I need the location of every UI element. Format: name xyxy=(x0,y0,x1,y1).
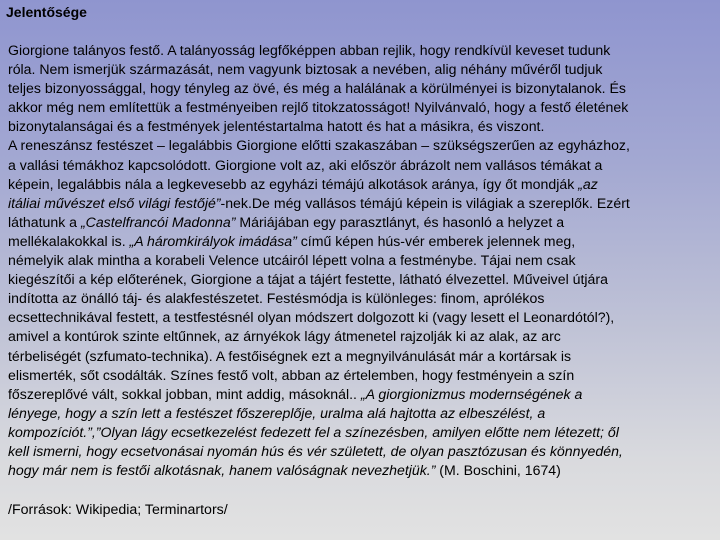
text-segment: akkor még nem említettük a festményeiben rejlő titokzatosságot! Nyilvánvaló, hogy a festő életének xyxy=(8,100,629,117)
quote-segment: lényege, hogy a szín lett a festészet főszereplője, uralma alá hajtotta az elbeszélést, a xyxy=(8,405,546,422)
text-segment: amivel a kontúrok szinte eltűnnek, az árnyékok lágy átmenetel rajzolják ki az alak, az arc xyxy=(8,329,561,346)
text-line xyxy=(8,195,712,214)
page-title: Jelentősége xyxy=(6,4,87,20)
text-line xyxy=(8,214,712,233)
text-line xyxy=(8,328,712,347)
quote-segment: „Castelfrancói Madonna” xyxy=(80,214,236,231)
text-segment: elismerték, sőt csodálták. Színes festő volt, abban az értelemben, hogy festményein a szín xyxy=(8,367,575,384)
text-segment: című képen hús-vér emberek jelennek meg, xyxy=(296,233,576,250)
text-line xyxy=(8,233,712,252)
quote-segment: kompozíciót.”,”Olyan lágy ecsetkezelést fedezett fel a színezésben, amilyen előtte nem létezett; ől xyxy=(8,424,619,441)
text-segment: teljes bizonyossággal, hogy tényleg az övé, és még a halálának a körülményei is bizonytalanok. És xyxy=(8,81,626,98)
text-line xyxy=(8,61,712,80)
text-segment: a vallási témákhoz kapcsolódott. Giorgione volt az, aki először ábrázolt nem vallásos témákat a xyxy=(8,157,603,174)
text-line xyxy=(8,157,712,176)
text-segment: térbeliségét (szfumato-technika). A festőiségnek ezt a megnyilvánulását már a kortársak is xyxy=(8,348,572,365)
text-segment: róla. Nem ismerjük származását, nem vagyunk biztosak a nevében, alig néhány művéről tudjuk xyxy=(8,62,603,79)
text-line xyxy=(8,309,712,328)
text-line xyxy=(8,252,712,271)
text-segment: láthatunk a xyxy=(8,214,81,231)
text-line xyxy=(8,290,712,309)
text-segment: -nek.De még vallásos témájú képein is világiak a szereplők. Ezért xyxy=(220,195,630,212)
text-line xyxy=(8,443,712,462)
text-line xyxy=(8,42,712,61)
text-line xyxy=(8,405,712,424)
text-segment: indította az önálló táj- és alakfestészetet. Festésmódja is különleges: finom, aprólékos xyxy=(8,291,545,308)
text-line xyxy=(8,176,712,195)
text-line xyxy=(8,462,712,481)
text-line xyxy=(8,386,712,405)
quote-segment: „A háromkirályok imádása” xyxy=(129,233,297,250)
body-text xyxy=(8,42,716,481)
text-line xyxy=(8,424,712,443)
text-segment: képein, legalábbis nála a legkevesebb az egyházi témájú alkotások aránya, így őt mondják xyxy=(8,176,579,193)
text-line xyxy=(8,367,712,386)
text-segment: mellékalakokkal is. xyxy=(8,233,130,250)
quote-segment: hogy már nem is festői alkotásnak, hanem valóságnak nevezhetjük.” xyxy=(8,463,436,480)
text-line xyxy=(8,271,712,290)
quote-segment: kell ismerni, hogy ecsetvonásai nyomán hús és vér született, de olyan pasztózusan és könnyedén, xyxy=(8,443,623,460)
text-line xyxy=(8,137,712,156)
text-segment: (M. Boschini, 1674) xyxy=(435,463,561,480)
text-segment: némelyik alak mintha a korabeli Velence utcáiról lépett volna a festménybe. Tájai nem csak xyxy=(8,253,576,270)
text-segment: bizonytalanságai és a festmények jelentéstartalma hatott és hat a másikra, és viszont. xyxy=(8,119,545,136)
text-segment: kiegészítői a kép előterének, Giorgione a tájat a tájért festette, látható élvezettel. Műveivel útjára xyxy=(8,272,608,289)
text-line xyxy=(8,99,712,118)
text-line xyxy=(8,80,712,99)
sources-line: /Források: Wikipedia; Terminartors/ xyxy=(8,502,228,518)
quote-segment: „az xyxy=(578,176,598,193)
text-line xyxy=(8,348,712,367)
text-segment: A reneszánsz festészet – legalábbis Giorgione előtti szakaszában – szükségszerűen az egyházhoz, xyxy=(8,138,630,155)
text-segment: főszereplővé vált, sokkal jobban, mint addig, másoknál.. xyxy=(8,386,361,403)
text-segment: Máriájában egy parasztlányt, és hasonló a helyzet a xyxy=(235,214,565,231)
quote-segment: itáliai művészet első világi festőjé” xyxy=(8,195,221,212)
text-line xyxy=(8,118,712,137)
quote-segment: „A giorgionizmus modernségének a xyxy=(360,386,583,403)
text-segment: Giorgione talányos festő. A talányosság legfőképpen abban rejlik, hogy rendkívül keveset tudunk xyxy=(8,43,611,59)
text-segment: ecsettechnikával festett, a testfestésnél olyan módszert dolgozott ki (vagy lesett el Leonardótól?), xyxy=(8,310,615,327)
